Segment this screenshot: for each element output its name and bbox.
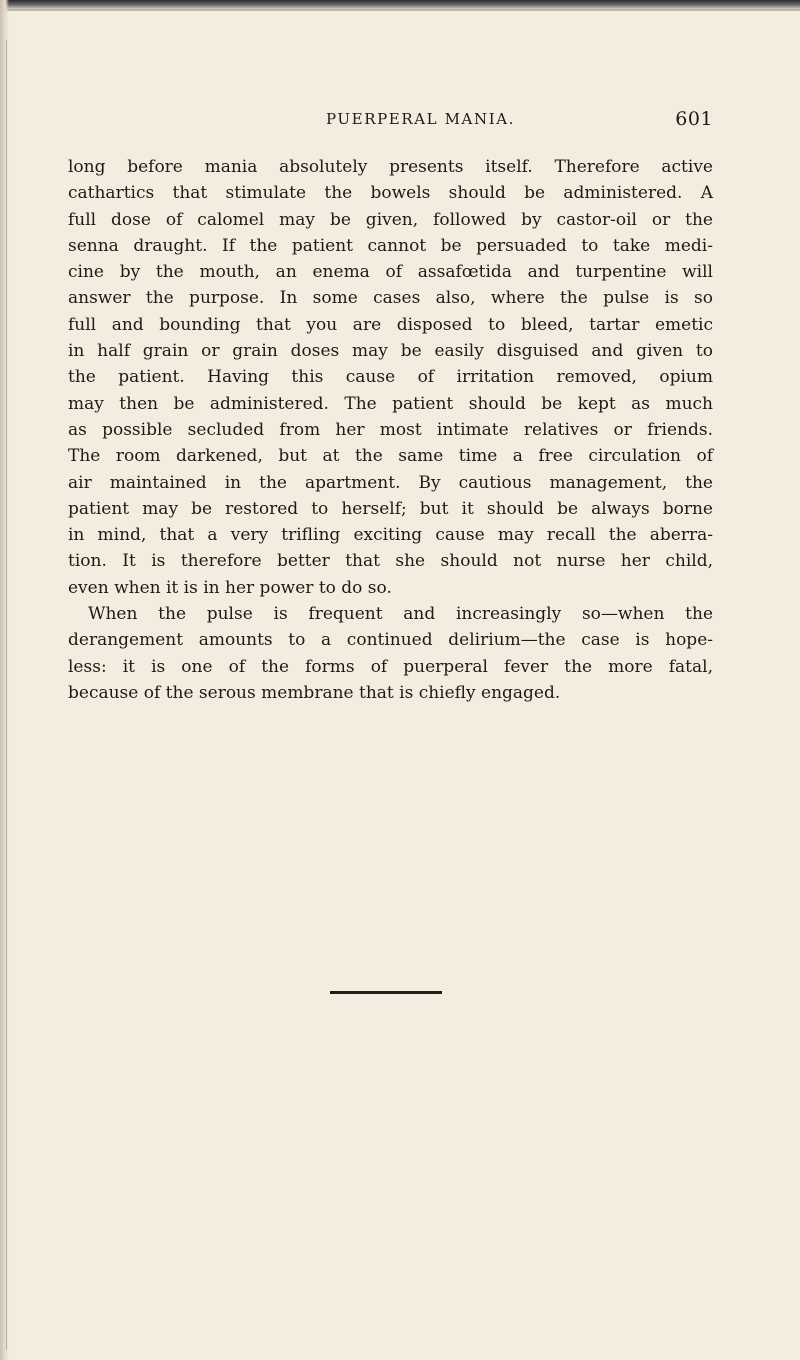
text-line: because of the serous membrane that is chiefly engaged. <box>68 682 561 703</box>
text-line: full dose of calomel may be given, followed by castor-oil or the <box>68 209 713 230</box>
text-line: answer the purpose. In some cases also, where the pulse is so <box>68 288 713 309</box>
text-line: in mind, that a very trifling exciting cause may recall the aberra- <box>68 525 713 546</box>
end-rule <box>330 991 442 994</box>
text-line: air maintained in the apartment. By cautious management, the <box>68 472 713 493</box>
text-line: long before mania absolutely presents itself. Therefore active <box>68 157 713 177</box>
running-head <box>68 108 713 132</box>
text-line: tion. It is therefore better that she should not nurse her child, <box>68 551 713 572</box>
text-line: derangement amounts to a continued delirium—the case is hope- <box>68 630 713 651</box>
left-margin-line <box>6 40 7 1350</box>
text-line: even when it is in her power to do so. <box>68 577 392 598</box>
text-line: may then be administered. The patient should be kept as much <box>68 393 713 414</box>
text-line: less: it is one of the forms of puerperal fever the more fatal, <box>68 656 713 677</box>
body-text <box>68 154 713 706</box>
running-title: PUERPERAL MANIA. <box>325 110 516 128</box>
text-line: full and bounding that you are disposed to bleed, tartar emetic <box>68 314 713 335</box>
text-line: the patient. Having this cause of irritation removed, opium <box>68 367 713 388</box>
left-binding-shadow <box>0 0 9 1360</box>
text-line: as possible secluded from her most intimate relatives or friends. <box>68 419 713 440</box>
page-number: 601 <box>675 108 713 130</box>
text-line: in half grain or grain doses may be easily disguised and given to <box>68 341 713 362</box>
top-scan-edge <box>0 0 800 9</box>
text-line: senna draught. If the patient cannot be persuaded to take medi- <box>68 235 713 256</box>
text-line: patient may be restored to herself; but it should be always borne <box>68 498 713 519</box>
text-line: cine by the mouth, an enema of assafœtida and turpentine will <box>68 262 713 283</box>
text-line: The room darkened, but at the same time a free circulation of <box>68 446 713 467</box>
top-edge-line <box>0 9 800 11</box>
text-line: cathartics that stimulate the bowels should be administered. A <box>68 183 713 204</box>
text-line: When the pulse is frequent and increasingly so—when the <box>88 604 713 625</box>
